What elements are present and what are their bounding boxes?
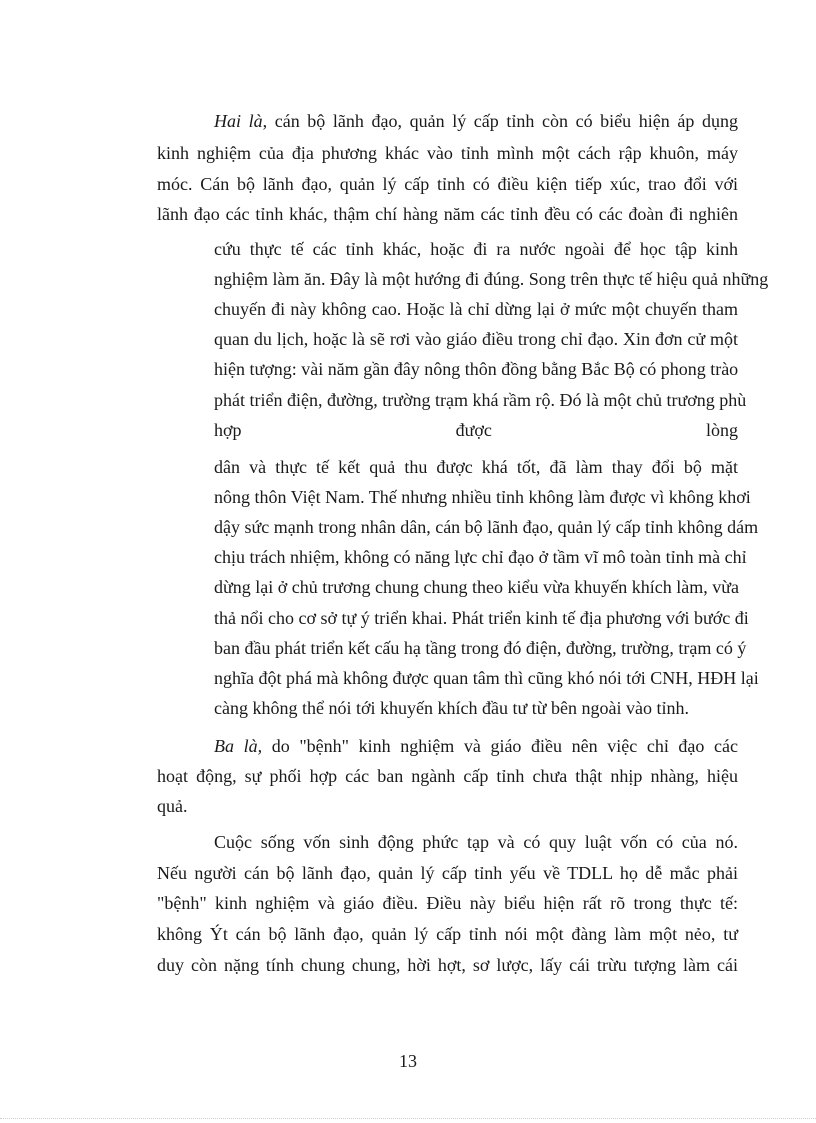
paragraph-5-line-3: "bệnh" kinh nghiệm và giáo điều. Điều này biểu hiện rất rõ trong thực tế: xyxy=(157,893,738,913)
paragraph-5-line-4: không Ýt cán bộ lãnh đạo, quản lý cấp tỉnh nói một đàng làm một nẻo, tư xyxy=(157,924,738,944)
paragraph-1-line-3: móc. Cán bộ lãnh đạo, quản lý cấp tỉnh có điều kiện tiếp xúc, trao đổi với xyxy=(157,174,738,194)
paragraph-3-line-6: thả nổi cho cơ sở tự ý triển khai. Phát triển kinh tế địa phương với bước đi xyxy=(214,608,749,628)
paragraph-2-line-5: hiện tượng: vài năm gần đây nông thôn đồng bằng Bắc Bộ có phong trào xyxy=(214,359,739,379)
paragraph-3-line-8: nghĩa đột phá mà không được quan tâm thì cũng khó nói tới CNH, HĐH lại xyxy=(214,668,759,688)
page-number: 13 xyxy=(399,1051,417,1071)
paragraph-1-line-1-text: , cán bộ lãnh đạo, quản lý cấp tỉnh còn có biểu hiện áp dụng xyxy=(262,111,738,131)
paragraph-4-line-1-text: do "bệnh" kinh nghiệm và giáo điều nên việc chỉ đạo các xyxy=(262,736,738,756)
paragraph-4-line-1 xyxy=(214,735,738,757)
paragraph-2-line-2: nghiệm làm ăn. Đây là một hướng đi đúng. Song trên thực tế hiệu quả những xyxy=(214,269,769,289)
paragraph-1-italic-lead: Hai là xyxy=(214,111,263,131)
paragraph-3-line-9: càng không thể nói tới khuyến khích đầu tư từ bên ngoài vào tỉnh. xyxy=(214,698,689,718)
paragraph-4-line-2: hoạt động, sự phối hợp các ban ngành cấp tỉnh chưa thật nhịp nhàng, hiệu xyxy=(157,766,738,786)
paragraph-5-line-1: Cuộc sống vốn sinh động phức tạp và có quy luật vốn có của nó. xyxy=(214,832,738,852)
paragraph-3-line-3: dậy sức mạnh trong nhân dân, cán bộ lãnh đạo, quản lý cấp tỉnh không dám xyxy=(214,517,759,537)
paragraph-3-line-5: dừng lại ở chủ trương chung chung theo kiểu vừa khuyến khích làm, vừa xyxy=(214,577,739,597)
paragraph-1-line-4: lãnh đạo các tỉnh khác, thậm chí hàng năm các tỉnh đều có các đoàn đi nghiên xyxy=(157,204,738,224)
paragraph-3-line-7: ban đầu phát triển kết cấu hạ tầng trong đó điện, đường, trường, trạm có ý xyxy=(214,638,747,658)
page-bottom-divider xyxy=(0,1118,816,1119)
paragraph-3-line-4: chịu trách nhiệm, không có năng lực chỉ đạo ở tầm vĩ mô toàn tỉnh mà chỉ xyxy=(214,547,747,567)
paragraph-2-line-6: phát triển điện, đường, trường trạm khá rầm rộ. Đó là một chủ trương phù xyxy=(214,390,747,410)
paragraph-5-line-5: duy còn nặng tính chung chung, hời hợt, sơ lược, lấy cái trừu tượng làm cái xyxy=(157,955,738,975)
paragraph-1-line-1 xyxy=(214,110,738,132)
paragraph-4-line-3: quả. xyxy=(157,796,188,816)
paragraph-3-line-1: dân và thực tế kết quả thu được khá tốt, đã làm thay đổi bộ mặt xyxy=(214,457,738,477)
paragraph-4-italic-lead: Ba là, xyxy=(214,736,263,756)
paragraph-2-line-1: cứu thực tế các tỉnh khác, hoặc đi ra nước ngoài để học tập kinh xyxy=(214,239,738,259)
paragraph-2-line-4: quan du lịch, hoặc là sẽ rơi vào giáo điều trong chỉ đạo. Xin đơn cử một xyxy=(214,329,738,349)
paragraph-2-line-7: hợp được lòng xyxy=(214,420,738,440)
paragraph-3-line-2: nông thôn Việt Nam. Thế nhưng nhiều tỉnh không làm được vì không khơi xyxy=(214,487,751,507)
paragraph-2-line-3: chuyến đi này không cao. Hoặc là chỉ dừng lại ở mức một chuyến tham xyxy=(214,299,738,319)
paragraph-5-line-2: Nếu người cán bộ lãnh đạo, quản lý cấp tỉnh yếu về TDLL họ dễ mắc phải xyxy=(157,863,738,883)
paragraph-1-line-2: kinh nghiệm của địa phương khác vào tỉnh mình một cách rập khuôn, máy xyxy=(157,143,738,163)
